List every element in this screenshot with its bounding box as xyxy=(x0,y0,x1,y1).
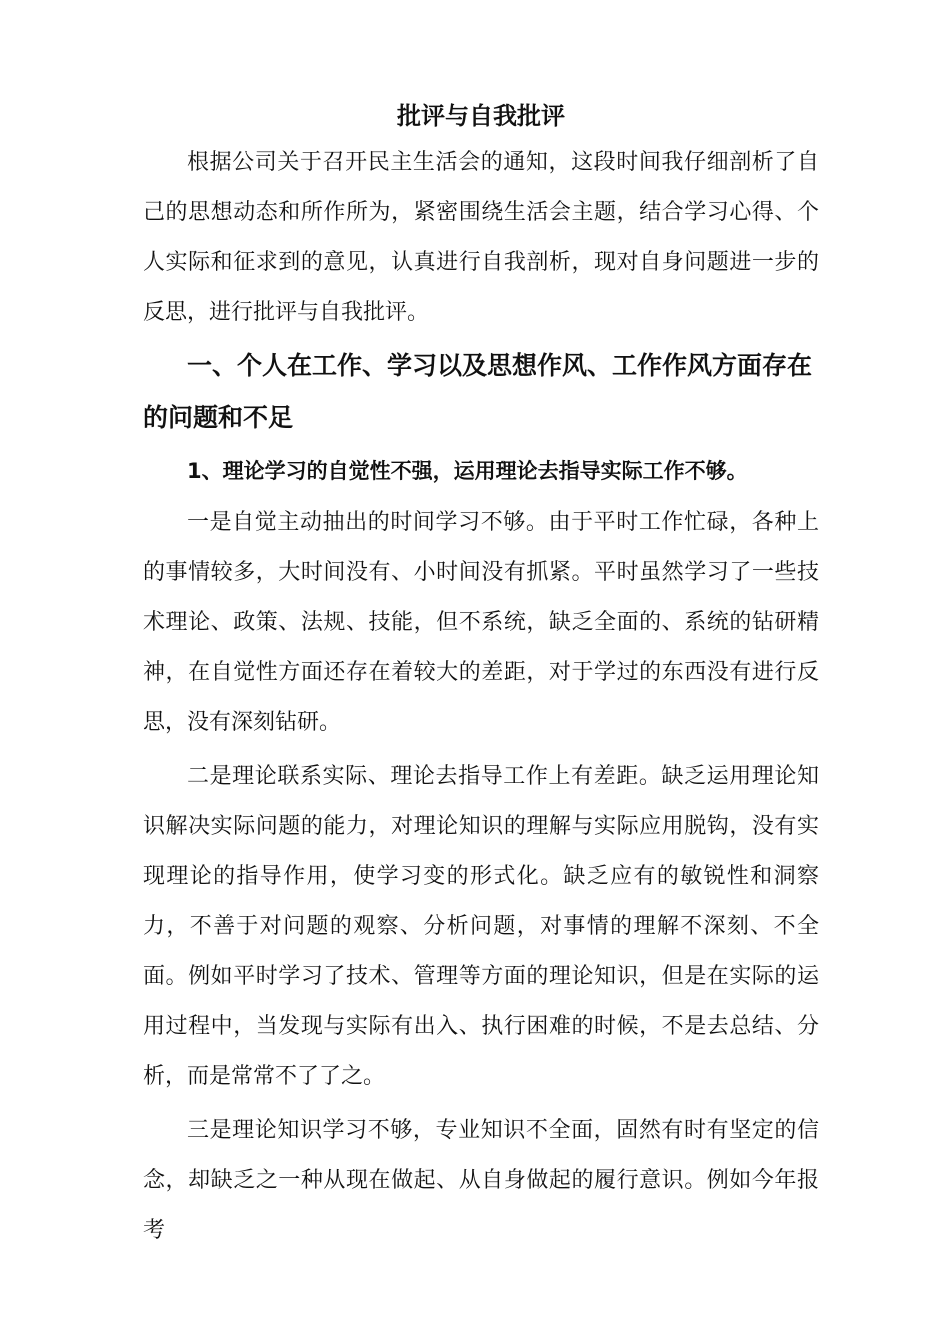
document-body xyxy=(143,96,819,1256)
body-paragraph-2: 二是理论联系实际、理论去指导工作上有差距。缺乏运用理论知识解决实际问题的能力，对理论知识的理解与实际应用脱钩，没有实现理论的指导作用，使学习变的形式化。缺乏应有的敏锐性和洞察力，不善于对问题的观察、分析问题，对事情的理解不深刻、不全面。例如平时学习了技术、管理等方面的理论知识，但是在实际的运用过程中，当发现与实际有出入、执行困难的时候，不是去总结、分析，而是常常不了了之。 xyxy=(143,764,819,1089)
section-heading: 一、个人在工作、学习以及思想作风、工作作风方面存在的问题和不足 xyxy=(143,351,813,432)
body-paragraph-1: 一是自觉主动抽出的时间学习不够。由于平时工作忙碌，各种上的事情较多，大时间没有、小时间没有抓紧。平时虽然学习了一些技术理论、政策、法规、技能，但不系统，缺乏全面的、系统的钻研精神，在自觉性方面还存在着较大的差距，对于学过的东西没有进行反思，没有深刻钻研。 xyxy=(143,510,819,735)
document-title: 批评与自我批评 xyxy=(397,102,565,130)
body-paragraph-3: 三是理论知识学习不够，专业知识不全面，固然有时有坚定的信念，却缺乏之一种从现在做起、从自身做起的履行意识。例如今年报考 xyxy=(143,1118,819,1243)
subsection-heading: 1、理论学习的自觉性不强，运用理论去指导实际工作不够。 xyxy=(187,459,748,483)
intro-paragraph: 根据公司关于召开民主生活会的通知，这段时间我仔细剖析了自己的思想动态和所作所为，紧密围绕生活会主题，结合学习心得、个人实际和征求到的意见，认真进行自我剖析，现对自身问题进一步的反思，进行批评与自我批评。 xyxy=(143,150,819,325)
